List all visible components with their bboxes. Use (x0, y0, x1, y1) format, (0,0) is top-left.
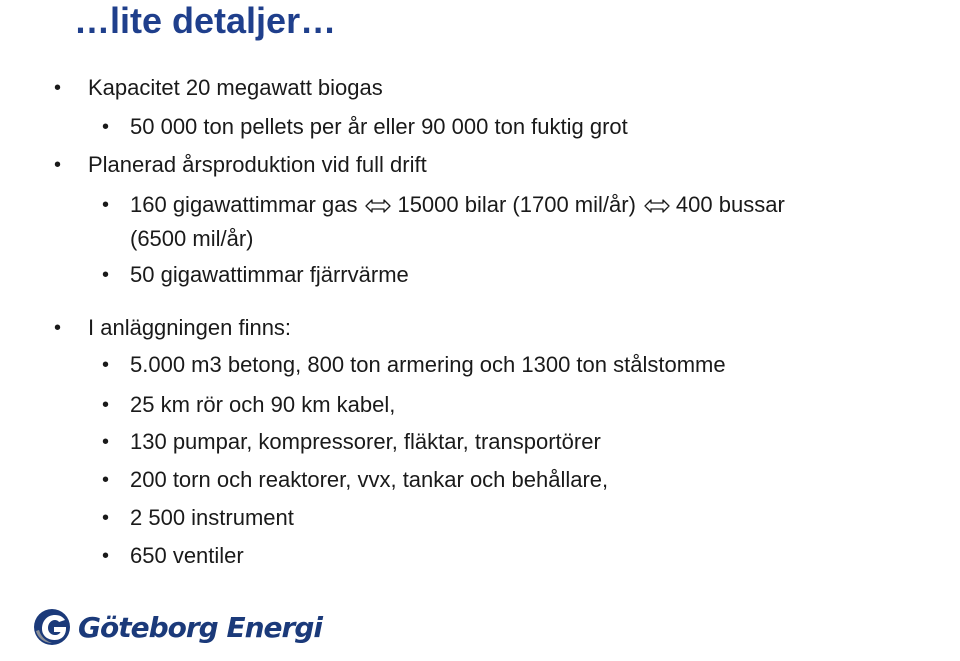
bullet-icon: • (54, 154, 62, 176)
bullet-text: 50 000 ton pellets per år eller 90 000 ton fuktig grot (130, 114, 628, 139)
bullet-icon: • (102, 354, 110, 376)
bullet-text: 650 ventiler (130, 543, 244, 568)
bullet-text-gas: 160 gigawattimmar gas (130, 192, 358, 217)
bullet-item-facility (54, 313, 292, 343)
bullet-item-towers (102, 465, 609, 495)
bullet-icon: • (102, 194, 110, 216)
bullet-text-cars: 15000 bilar (1700 mil/år) (397, 192, 636, 217)
bullet-text-buses: 400 bussar (675, 192, 785, 217)
bullet-item-capacity (54, 73, 383, 103)
bullet-text: 5.000 m3 betong, 800 ton armering och 1300 ton stålstomme (130, 352, 726, 377)
bullet-item-pipes (102, 390, 396, 420)
bullet-item-pumps (102, 427, 601, 457)
logo-mark-icon (32, 607, 72, 647)
bullet-icon: • (54, 77, 62, 99)
bullet-text: 50 gigawattimmar fjärrvärme (130, 262, 409, 287)
bullet-icon: • (102, 431, 110, 453)
bullet-icon: • (102, 116, 110, 138)
bullet-item-gas (102, 190, 785, 221)
bullet-icon: • (102, 469, 110, 491)
bullet-item-production (54, 150, 427, 180)
bullet-text: 25 km rör och 90 km kabel, (130, 392, 396, 417)
bullet-text: Planerad årsproduktion vid full drift (88, 152, 427, 177)
slide-title: …lite detaljer… (74, 0, 337, 41)
bullet-text: 130 pumpar, kompressorer, fläktar, transportörer (130, 429, 601, 454)
bullet-icon: • (102, 394, 110, 416)
bullet-icon: • (54, 317, 62, 339)
bullet-icon: • (102, 264, 110, 286)
company-logo (32, 603, 322, 651)
bullet-item-instruments (102, 503, 294, 533)
bullet-item-concrete (102, 350, 726, 380)
bullet-item-valves (102, 541, 244, 571)
bullet-icon: • (102, 507, 110, 529)
bullet-text: 2 500 instrument (130, 505, 294, 530)
bullet-text: I anläggningen finns: (88, 315, 292, 340)
double-arrow-icon (365, 191, 391, 221)
bullet-item-district-heating (102, 260, 409, 290)
bullet-text: (6500 mil/år) (130, 226, 254, 251)
bullet-text: 200 torn och reaktorer, vvx, tankar och behållare, (130, 467, 609, 492)
bullet-item-gas-continued (130, 224, 253, 254)
bullet-icon: • (102, 545, 110, 567)
double-arrow-icon (644, 191, 670, 221)
logo-text: Göteborg Energi (78, 610, 322, 644)
bullet-item-pellets (102, 112, 628, 142)
bullet-text: Kapacitet 20 megawatt biogas (88, 75, 383, 100)
